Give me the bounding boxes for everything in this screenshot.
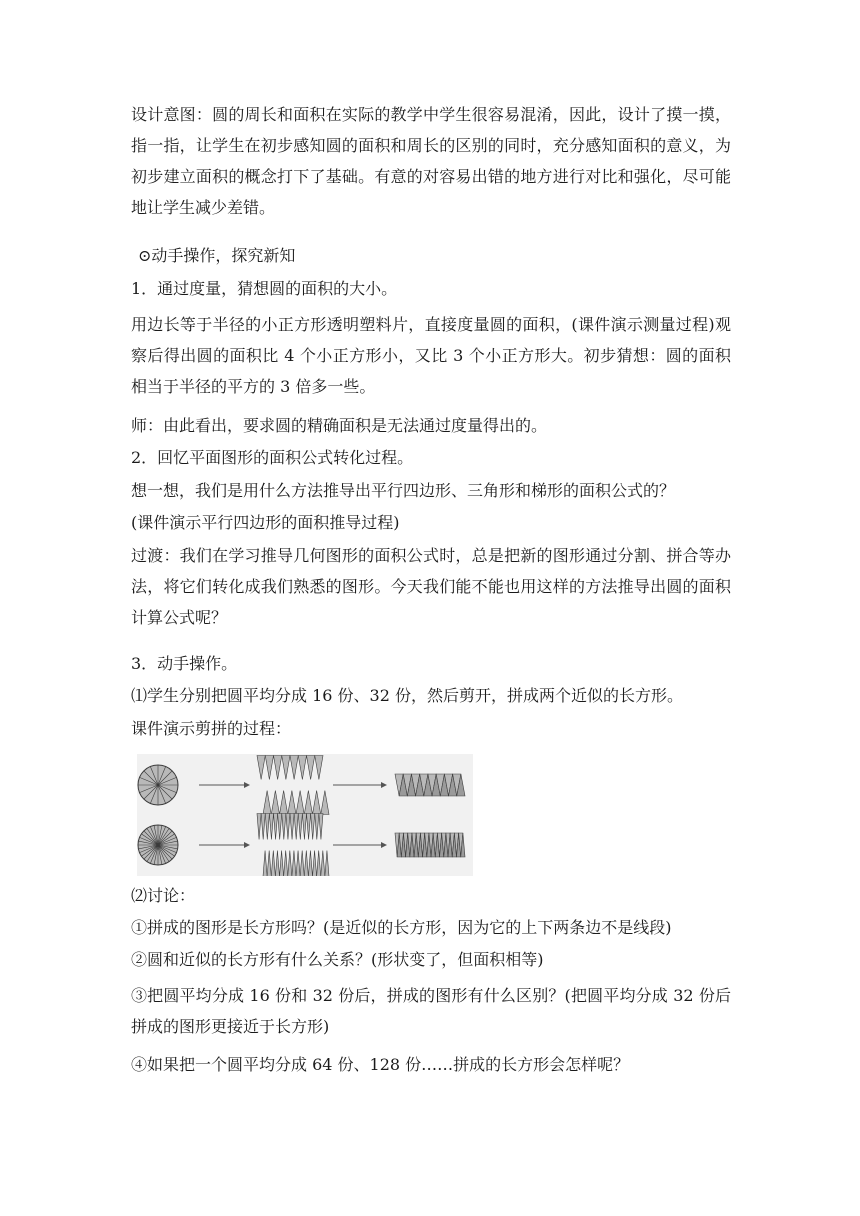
step1-title: 1．通过度量，猜想圆的面积的大小。 — [131, 279, 398, 298]
transition-paragraph: 过渡：我们在学习推导几何图形的面积公式时，总是把新的图形通过分割、拼合等办法，将它们转化成我们熟悉的图形。今天我们能不能也用这样的方法推导出圆的面积计算公式呢？ — [131, 546, 731, 627]
teacher-note: 师：由此看出，要求圆的精确面积是无法通过度量得出的。 — [131, 416, 548, 435]
step1-body-paragraph: 用边长等于半径的小正方形透明塑料片，直接度量圆的面积，(课件演示测量过程)观察后得出圆的面积比 4 个小正方形小，又比 3 个小正方形大。初步猜想：圆的面积相当于半径的平方的 3 倍多一些。 — [131, 315, 731, 396]
discussion-q2: ②圆和近似的长方形有什么关系？(形状变了，但面积相等) — [131, 950, 544, 969]
discussion-label: ⑵讨论： — [131, 886, 196, 905]
step2-title: 2．回忆平面图形的面积公式转化过程。 — [131, 448, 414, 467]
step2-demo-note: (课件演示平行四边形的面积推导过程) — [131, 513, 400, 532]
step3-demo-note: 课件演示剪拼的过程： — [131, 719, 292, 738]
step3-title: 3．动手操作。 — [131, 654, 238, 673]
step3-item1: ⑴学生分别把圆平均分成 16 份、32 份，然后剪开，拼成两个近似的长方形。 — [131, 686, 683, 705]
discussion-q3: ③把圆平均分成 16 份和 32 份后，拼成的图形有什么区别？(把圆平均分成 32 份后拼成的图形更接近于长方形) — [131, 986, 731, 1036]
discussion-q4: ④如果把一个圆平均分成 64 份、128 份……拼成的长方形会怎样呢？ — [131, 1055, 630, 1074]
circle-cut-rearrange-figure — [137, 754, 473, 876]
step2-question: 想一想，我们是用什么方法推导出平行四边形、三角形和梯形的面积公式的？ — [131, 481, 676, 500]
design-intent-paragraph: 设计意图：圆的周长和面积在实际的教学中学生很容易混淆，因此，设计了摸一摸，指一指，让学生在初步感知圆的面积和周长的区别的同时，充分感知面积的意义，为初步建立面积的概念打下了基础。有意的对容易出错的地方进行对比和强化，尽可能地让学生减少差错。 — [131, 105, 731, 217]
section-heading: ⊙动手操作，探究新知 — [138, 246, 296, 265]
discussion-q1: ①拼成的图形是长方形吗？(是近似的长方形，因为它的上下两条边不是线段) — [131, 918, 672, 937]
